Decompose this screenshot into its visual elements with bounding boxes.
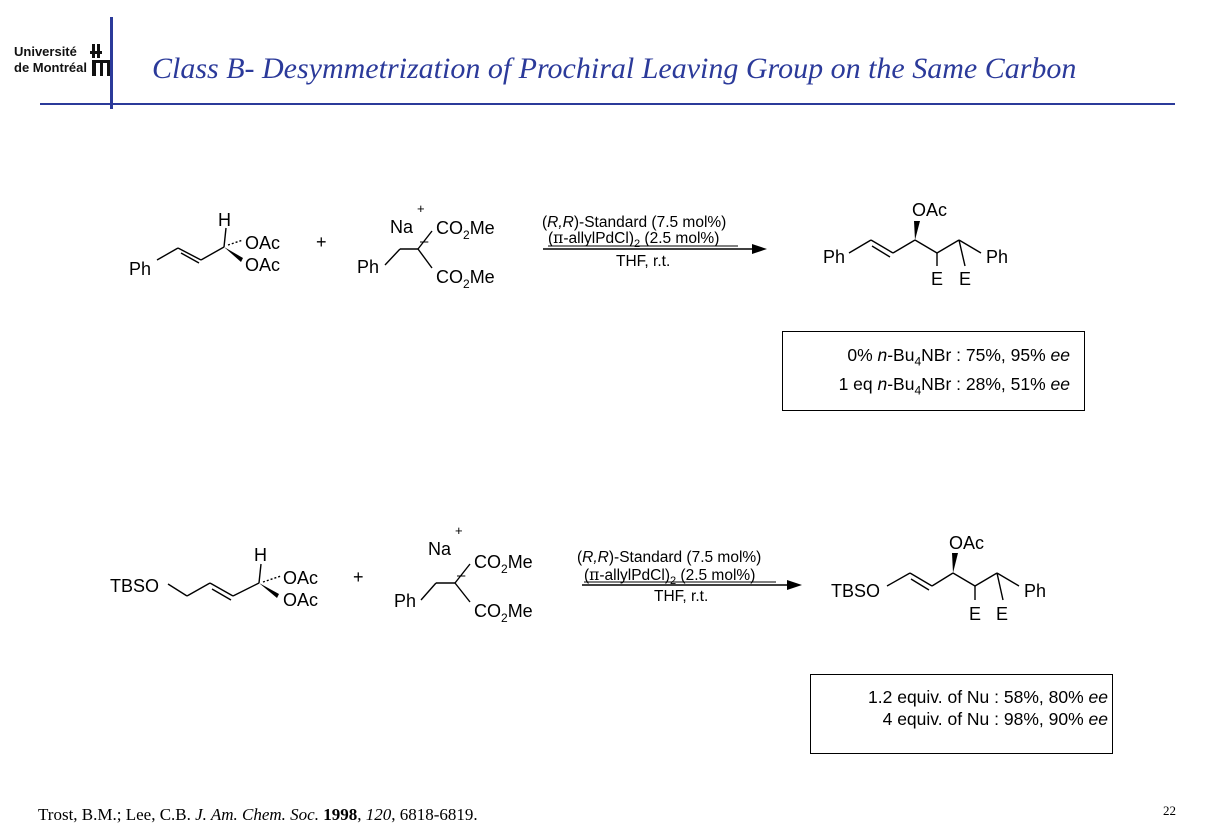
nucleophile1-ester-bottom: $CO_2Me$ <box>436 267 495 291</box>
nucleophile2-ph-label: Ph <box>394 591 417 611</box>
conditions1-catalyst: (R,R)-Standard (7.5 mol%) <box>542 214 727 231</box>
results-box-1 <box>782 331 1085 411</box>
logo-text-line1: Université <box>14 44 77 59</box>
nucleophile1-ester-top: $CO_2Me$ <box>436 218 495 242</box>
nucleophile2-ester-bottom: $CO_2Me$ <box>474 601 533 625</box>
substrate1-oac-bottom: OAc <box>245 255 281 275</box>
product2-oac: OAc <box>949 533 985 553</box>
results1-line1: 0% $n-Bu_4NBr$ : 75%, 95% ee <box>847 345 1070 369</box>
substrate2-h-label: H <box>254 545 267 565</box>
conditions1-solvent: THF, r.t. <box>616 253 671 270</box>
citation-reference: Trost, B.M.; Lee, C.B. J. Am. Chem. Soc. 1998, 120, 6818-6819. <box>38 805 478 824</box>
product2-e2: E <box>996 604 1009 624</box>
substrate1-oac-top: OAc <box>245 233 281 253</box>
nucleophile2-plus-charge: + <box>455 523 463 538</box>
substrate1-h-label: H <box>218 210 231 230</box>
conditions2-solvent: THF, r.t. <box>654 588 709 605</box>
conditions1-pd-source: $(\pi-allylPdCl)_2$ (2.5 mol%) <box>548 229 720 250</box>
nucleophile1-plus-charge: + <box>417 201 425 216</box>
results1-line2: 1 eq $n-Bu_4NBr$ : 28%, 51% ee <box>838 373 1070 397</box>
substrate2-oac-bottom: OAc <box>283 590 319 610</box>
plus-sign-1: + <box>316 232 327 252</box>
results-box-2 <box>810 674 1113 754</box>
nucleophile1-ph-label: Ph <box>357 257 380 277</box>
product1-e2: E <box>959 269 972 289</box>
page-number: 22 <box>1163 803 1176 818</box>
product1-e1: E <box>931 269 944 289</box>
substrate1-ph-label: Ph <box>129 259 152 279</box>
results2-line2: 4 equiv. of Nu : 98%, 90% ee <box>882 709 1108 729</box>
nucleophile1-cation: Na <box>390 217 414 237</box>
product1-ph-left: Ph <box>823 247 846 267</box>
nucleophile1-minus-charge: – <box>420 233 429 250</box>
conditions2-catalyst: (R,R)-Standard (7.5 mol%) <box>577 549 762 566</box>
product2-tbso-left: TBSO <box>831 581 881 601</box>
nucleophile2-cation: Na <box>428 539 452 559</box>
product2-ph-right: Ph <box>1024 581 1047 601</box>
nucleophile2-minus-charge: – <box>457 567 466 584</box>
page-title: Class B- Desymmetrization of Prochiral Leaving Group on the Same Carbon <box>152 52 1077 85</box>
conditions2-pd-source: $(\pi-allylPdCl)_2$ (2.5 mol%) <box>584 566 756 587</box>
substrate2-oac-top: OAc <box>283 568 319 588</box>
logo-text-line2: de Montréal <box>14 60 87 75</box>
product1-ph-right: Ph <box>986 247 1009 267</box>
substrate2-tbso-label: TBSO <box>110 576 160 596</box>
product2-e1: E <box>969 604 982 624</box>
nucleophile2-ester-top: $CO_2Me$ <box>474 552 533 576</box>
product1-oac: OAc <box>912 200 948 220</box>
results2-line1: 1.2 equiv. of Nu : 58%, 80% ee <box>868 687 1108 707</box>
plus-sign-2: + <box>353 567 364 587</box>
